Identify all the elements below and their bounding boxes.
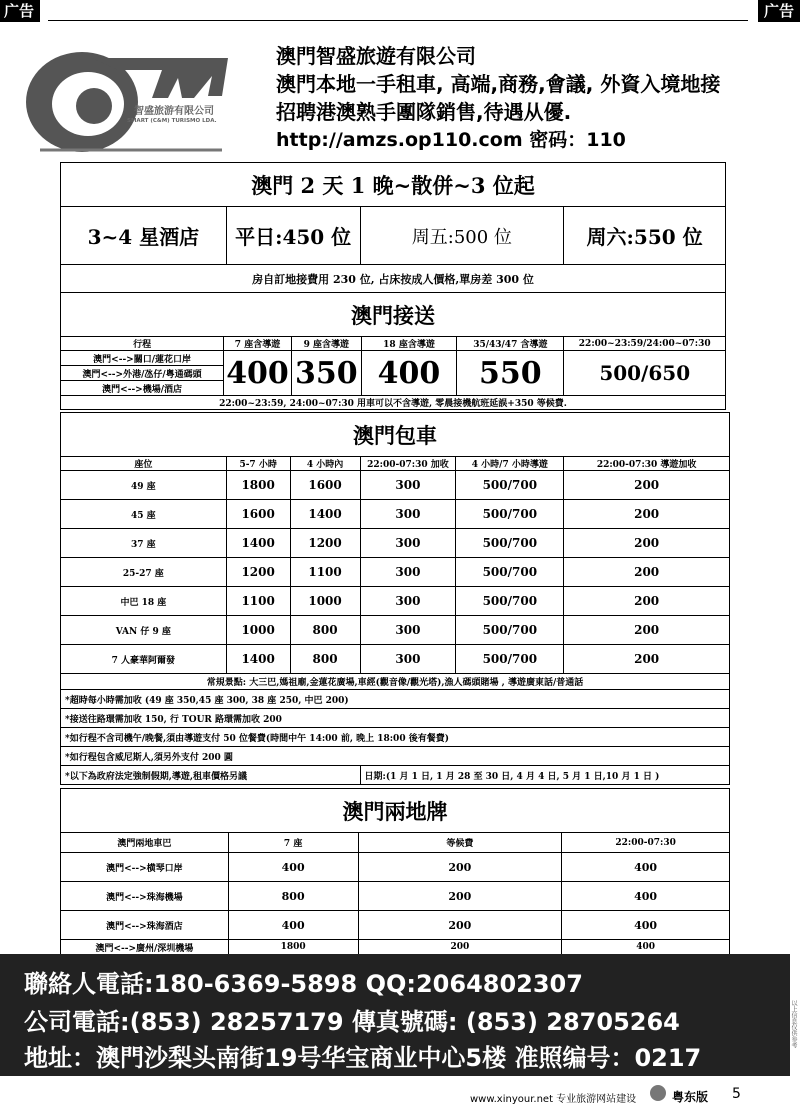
charter-cell: 1100 [226,587,290,616]
charter-cell: 300 [360,529,456,558]
transfer-header: 22:00~23:59/24:00~07:30 [564,337,726,351]
charter-header: 4 小時/7 小時導遊 [456,457,564,471]
charter-cell: 200 [564,558,730,587]
charter-header: 22:00-07:30 導遊加收 [564,457,730,471]
top-rule [48,20,748,21]
package-table [60,162,726,293]
charter-cell: 1200 [290,529,360,558]
plates-cell: 400 [562,940,730,955]
transfer-price: 350 [291,351,361,396]
charter-seat: 37 座 [61,529,227,558]
charter-cell: 200 [564,616,730,645]
charter-cell: 500/700 [456,558,564,587]
charter-cell: 800 [290,616,360,645]
plates-cell: 200 [358,911,562,940]
plates-route: 澳門<-->珠海酒店 [61,911,229,940]
charter-cell: 1000 [290,587,360,616]
charter-cell: 1100 [290,558,360,587]
charter-seat: 7 人豪華阿爾發 [61,645,227,674]
transfer-header: 行程 [61,337,224,351]
plates-header: 澳門兩地車巴 [61,833,229,853]
charter-row [61,529,730,558]
charter-row [61,558,730,587]
company-name: 澳門智盛旅遊有限公司 [276,44,476,68]
charter-cell: 1200 [226,558,290,587]
ad-label-left: 广告 [0,0,40,22]
plates-route: 澳門<-->珠海機場 [61,882,229,911]
charter-note: *如行程不含司機午/晚餐,須由導遊支付 50 位餐費(時間中午 14:00 前, 晚上 18:00 後有餐費) [61,728,730,747]
plates-header: 等候費 [358,833,562,853]
charter-title: 澳門包車 [61,413,730,457]
charter-seat: 25-27 座 [61,558,227,587]
transfer-price: 400 [361,351,456,396]
holiday-dates: 日期:(1 月 1 日, 1 月 28 至 30 日, 4 月 4 日, 5 月 1 日,10 月 1 日 ) [360,766,729,785]
charter-cell: 300 [360,616,456,645]
charter-seat: 45 座 [61,500,227,529]
transfer-price: 550 [457,351,564,396]
weekday-price: 平日:450 位 [226,207,360,265]
header-url: http://amzs.op110.com 密码：110 [276,129,626,151]
charter-row [61,587,730,616]
plates-cell: 800 [228,882,358,911]
hotel-cell: 3~4 星酒店 [61,207,227,265]
plates-header: 7 座 [228,833,358,853]
plates-header: 22:00-07:30 [562,833,730,853]
transfer-header: 18 座含導遊 [361,337,456,351]
side-disclaimer: 以上信息仅供参考 [790,1000,797,1048]
charter-cell: 500/700 [456,587,564,616]
company-logo [22,40,238,158]
plates-route: 澳門<-->横琴口岸 [61,853,229,882]
charter-header: 22:00-07:30 加收 [360,457,456,471]
address-license: 地址：澳門沙梨头南街19号华宝商业中心5楼 准照编号：0217 [24,1044,702,1072]
charter-cell: 500/700 [456,529,564,558]
charter-header: 座位 [61,457,227,471]
charter-cell: 1400 [226,645,290,674]
charter-note: *超時每小時需加收 (49 座 350,45 座 300, 38 座 250, 中巴 200) [61,690,730,709]
plates-cell: 200 [358,853,562,882]
charter-header: 4 小時內 [290,457,360,471]
transfer-price: 400 [224,351,292,396]
charter-cell: 500/700 [456,616,564,645]
charter-cell: 300 [360,471,456,500]
charter-cell: 300 [360,558,456,587]
charter-cell: 200 [564,645,730,674]
charter-cell: 200 [564,500,730,529]
plates-row [61,882,730,911]
charter-cell: 800 [290,645,360,674]
plates-cell: 400 [562,882,730,911]
contact-phone: 聯絡人電話:180-6369-5898 QQ:2064802307 [24,970,583,998]
charter-seat: 中巴 18 座 [61,587,227,616]
transfer-route: 澳門<-->外港/氹仔/粤通碼頭 [61,366,224,381]
charter-seat: VAN 仔 9 座 [61,616,227,645]
transfer-title: 澳門接送 [61,293,726,337]
package-title: 澳門 2 天 1 晚~散併~3 位起 [61,163,726,207]
charter-cell: 300 [360,500,456,529]
transfer-route: 澳門<-->機場/酒店 [61,381,224,396]
transfer-table [60,292,726,410]
header-services: 澳門本地一手租車, 高端,商務,會議, 外資入境地接 [276,72,721,96]
charter-cell: 300 [360,645,456,674]
company-phone-fax: 公司電話:(853) 28257179 傳真號碼: (853) 28705264 [24,1008,680,1036]
globe-icon [650,1085,666,1101]
plates-row [61,853,730,882]
charter-cell: 1000 [226,616,290,645]
charter-row [61,471,730,500]
charter-cell: 200 [564,471,730,500]
plates-route: 澳門<-->廣州/深圳機場 [61,940,229,955]
plates-cell: 1800 [228,940,358,955]
friday-price: 周五:500 位 [360,207,564,265]
transfer-header: 35/43/47 含導遊 [457,337,564,351]
charter-cell: 300 [360,587,456,616]
footer-site[interactable]: www.xinyour.net 专业旅游网站建设 [470,1094,637,1105]
saturday-price: 周六:550 位 [564,207,726,265]
plates-cell: 200 [358,940,562,955]
contact-panel [0,954,790,1076]
charter-row [61,616,730,645]
charter-note: *如行程包含威尼斯人,須另外支付 200 圓 [61,747,730,766]
cm-logo-icon [22,40,238,158]
charter-cell: 1600 [226,500,290,529]
transfer-route: 澳門<-->關口/蓮花口岸 [61,351,224,366]
transfer-header: 9 座含導遊 [291,337,361,351]
ad-label-right: 广告 [758,0,800,22]
page-number: 5 [732,1086,741,1102]
charter-row [61,500,730,529]
plates-row [61,911,730,940]
plates-cell: 400 [562,853,730,882]
header-info [276,42,720,154]
scenic-spots: 常規景點: 大三巴,媽祖廟,金蓮花廣場,車經(觀音像/觀光塔),漁人碼頭賭場 , 導遊廣東話/普通話 [61,674,730,690]
charter-header: 5-7 小時 [226,457,290,471]
transfer-price: 500/650 [564,351,726,396]
charter-note: *以下為政府法定強制假期,導遊,租車價格另議 [61,766,361,785]
plates-title: 澳門兩地牌 [61,789,730,833]
charter-cell: 1600 [290,471,360,500]
plates-cell: 400 [228,853,358,882]
plates-cell: 400 [228,911,358,940]
transfer-note: 22:00~23:59, 24:00~07:30 用車可以不含導遊, 零晨接機航班延誤+350 等候費. [61,396,726,410]
plates-cell: 200 [358,882,562,911]
charter-cell: 200 [564,529,730,558]
plates-cell: 400 [562,911,730,940]
logo-chinese-name: 智盛旅游有限公司 [134,106,214,117]
header-recruit: 招聘港澳熟手團隊銷售,待遇从優. [276,100,572,124]
charter-cell: 200 [564,587,730,616]
charter-cell: 500/700 [456,471,564,500]
charter-row [61,645,730,674]
charter-cell: 1800 [226,471,290,500]
charter-table [60,412,730,785]
charter-cell: 500/700 [456,500,564,529]
charter-note: *接送往路環需加收 150, 行 TOUR 路環需加收 200 [61,709,730,728]
footer-edition: 粤东版 [672,1090,709,1104]
charter-cell: 1400 [290,500,360,529]
charter-cell: 500/700 [456,645,564,674]
plates-row [61,940,730,955]
transfer-header: 7 座含導遊 [224,337,292,351]
plates-table [60,788,730,955]
charter-cell: 1400 [226,529,290,558]
package-note: 房自訂地接費用 230 位, 占床按成人價格,單房差 300 位 [61,265,726,293]
charter-seat: 49 座 [61,471,227,500]
logo-english-name: SMART (C&M) TURISMO LDA. [127,118,217,124]
